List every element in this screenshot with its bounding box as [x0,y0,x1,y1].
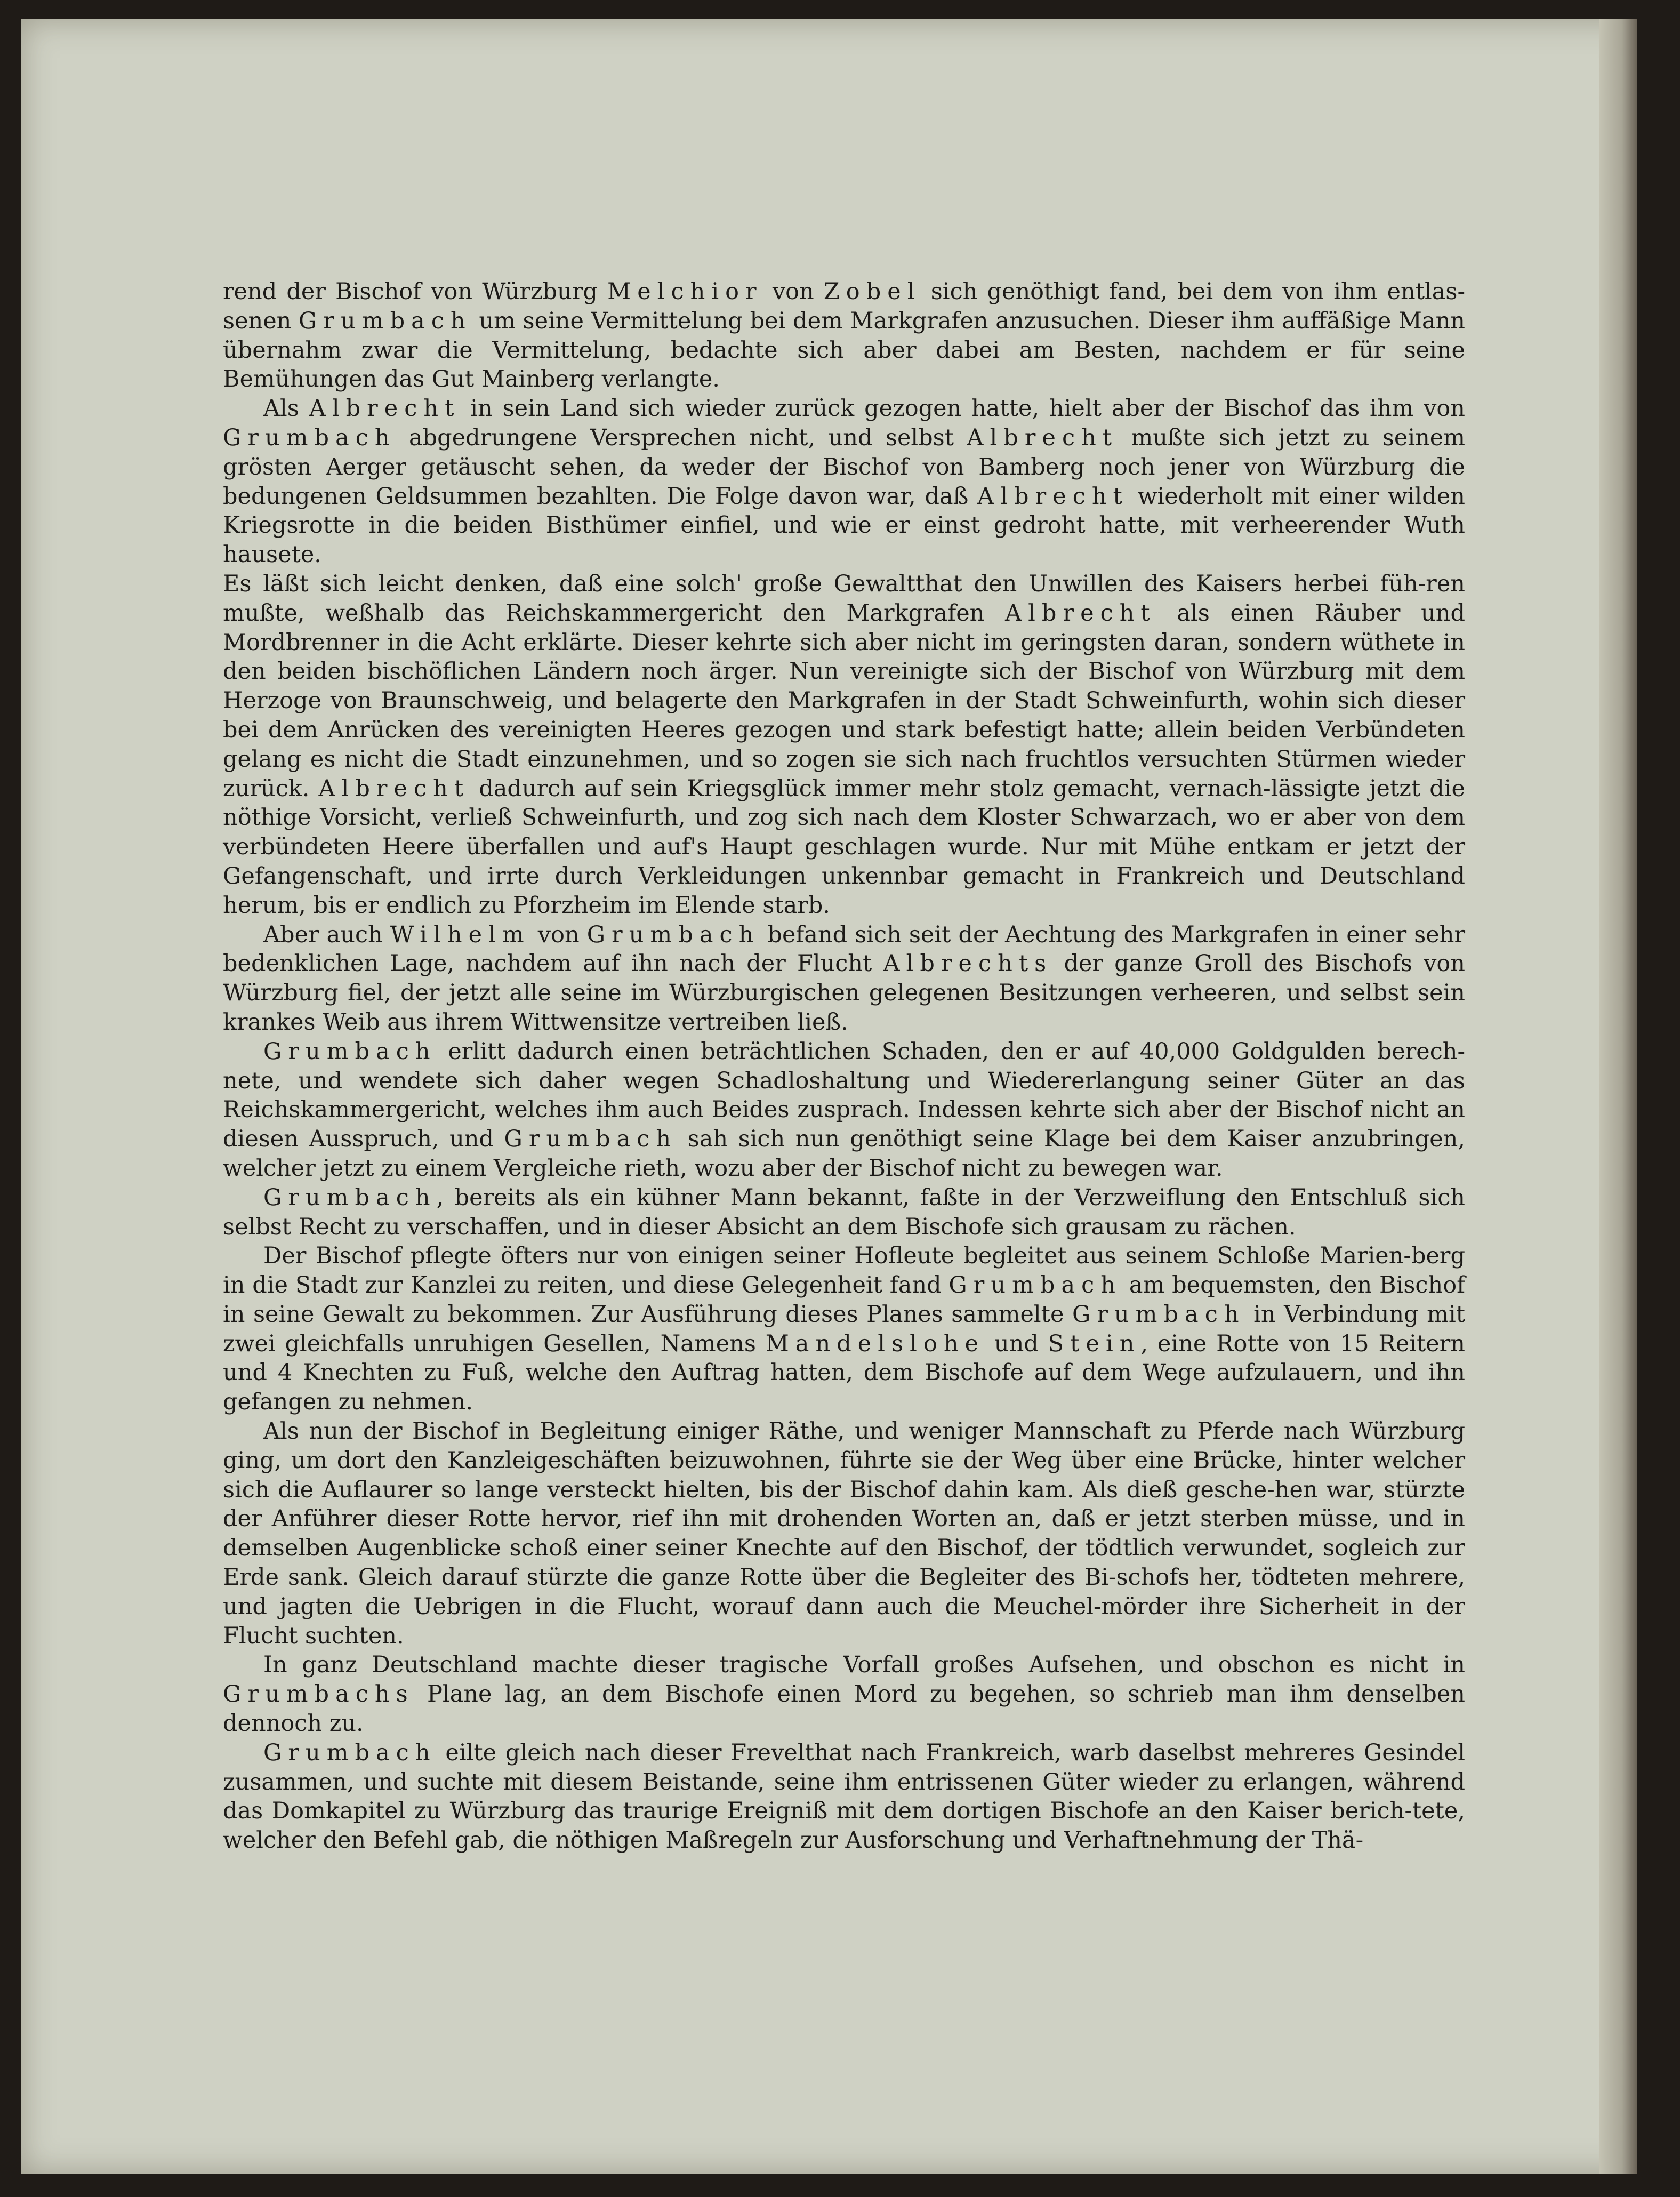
text-run: mußte sich jetzt zu seinem grösten Aerger getäuscht sehen, da weder der Bischof von Bamberg noch jener von Würzburg die bedungenen Geldsummen bezahlten. Die Folge davon war, daß [223,424,1465,510]
paragraph-p5 [223,1037,1465,1183]
spaced-name: Albrecht [318,775,470,802]
spaced-name: Melchior [607,278,763,305]
spaced-name: Albrecht [967,424,1119,451]
text-run: rend der Bischof von Würzburg [223,278,608,305]
text-run: der ganze Groll des Bischofs von Würzburg fiel, der jetzt alle seine im Würzburgischen gelegenen Besitzungen verheeren, und selbst sein krankes Weib aus ihrem Wittwensitze vertreiben ließ. [223,950,1466,1036]
spaced-name: Grumbach [299,307,472,334]
page-edge-shadow [1599,19,1637,2174]
text-run: Aber auch [263,921,390,948]
text-run: von [762,278,824,305]
paragraph-p7 [223,1241,1465,1417]
text-run: und [985,1330,1048,1357]
text-run: sich genöthigt fand, bei dem von ihm entlas-senen [223,278,1466,334]
paragraph-p8 [223,1417,1465,1650]
paragraph-p4 [223,920,1465,1037]
text-run: um seine Vermittelung bei dem Markgrafen anzusuchen. Dieser ihm auffäßige Mann übernahm zwar die Vermittelung, bedachte sich aber dabei am Besten, nachdem er für seine Bemühungen das Gut Mainberg verlangte. [223,307,1465,393]
paragraph-p6 [223,1183,1465,1242]
text-run: In ganz Deutschland machte dieser tragische Vorfall großes Aufsehen, und obschon es nicht in [263,1651,1465,1679]
spaced-name: Grumbach [263,1739,437,1766]
body-text [223,277,1465,1855]
paragraph-p10 [223,1738,1465,1855]
text-run: Als [263,395,309,422]
text-run: eilte gleich nach dieser Frevelthat nach Frankreich, warb daselbst mehreres Gesindel zusammen, und suchte mit diesem Beistande, seine ihm entrissenen Güter wieder zu erlangen, während das Domkapitel zu Würzburg das traurige Ereigniß mit dem dortigen Bischofe an den Kaiser berich-tete, welcher den Befehl gab, die nöthigen Maßregeln zur Ausforschung und Verhaftnehmung der Thä- [223,1739,1465,1854]
spaced-name: Grumbachs [223,1681,414,1708]
text-run: von [530,921,587,948]
spaced-name: Grumbach [223,424,396,451]
spaced-name: Albrecht [1005,599,1156,627]
text-run: am bequemsten, den Bischof in seine Gewalt zu bekommen. Zur Ausführung dieses Planes sammelte [223,1272,1465,1328]
paragraph-p1 [223,277,1465,394]
text-run: wiederholt mit einer wilden Kriegsrotte in die beiden Bisthümer einfiel, und wie er einst gedroht hatte, mit verheerender Wuth hausete. [223,483,1465,568]
spaced-name: Grumbach [948,1272,1122,1299]
spaced-name: Stein [1048,1330,1141,1357]
text-run: befand sich seit der Aechtung des Markgrafen in einer sehr bedenklichen Lage, nachdem auf ihn nach der Flucht [223,921,1466,977]
text-run: in sein Land sich wieder zurück gezogen hatte, hielt aber der Bischof das ihm von [460,395,1466,422]
text-run: erlitt dadurch einen beträchtlichen Schaden, den er auf 40,000 Goldgulden berech-nete, und wendete sich daher wegen Schadloshaltung und Wiedererlangung seiner Güter an das Reichskammergericht, welches ihm auch Beides zusprach. Indessen kehrte sich aber der Bischof nicht an diesen Ausspruch, und [223,1038,1465,1153]
text-run: in Verbindung mit zwei gleichfalls unruhigen Gesellen, Namens [223,1301,1465,1357]
text-run: Es läßt sich leicht denken, daß eine solch' große Gewaltthat den Unwillen des Kaisers herbei füh-ren mußte, weßhalb das Reichskammergericht den Markgrafen [223,570,1465,627]
spaced-name: Grumbach [263,1038,437,1065]
text-run: als einen Räuber und Mordbrenner in die Acht erklärte. Dieser kehrte sich aber nicht im geringsten daran, sondern wüthete in den beiden bischöflichen Ländern noch ärger. Nun vereinigte sich der Bischof von Würzburg mit dem Herzoge von Braunschweig, und belagerte den Markgrafen in der Stadt Schweinfurth, wohin sich dieser bei dem Anrücken des vereinigten Heeres gezogen und stark befestigt hatte; allein beiden Verbündeten gelang es nicht die Stadt einzunehmen, und so zogen sie sich nach fruchtlos versuchten Stürmen wieder zurück. [223,599,1465,802]
text-run: sah sich nun genöthigt seine Klage bei dem Kaiser anzubringen, welcher jetzt zu einem Vergleiche rieth, wozu aber der Bischof nicht zu bewegen war. [223,1126,1466,1182]
spaced-name: Grumbach [1072,1301,1245,1328]
paragraph-p9 [223,1650,1465,1738]
spaced-name: Zobel [823,278,921,305]
spaced-name: Grumbach [504,1126,678,1153]
spaced-name: Albrechts [883,950,1053,977]
text-run: abgedrungene Versprechen nicht, und selbst [396,424,967,451]
paragraph-p3 [223,570,1465,920]
text-run: , bereits als ein kühner Mann bekannt, faßte in der Verzweiflung den Entschluß sich selbst Recht zu verschaffen, und in dieser Absicht an dem Bischofe sich grausam zu rächen. [223,1184,1465,1240]
spaced-name: Albrecht [977,483,1129,510]
text-run: Der Bischof pflegte öfters nur von einigen seiner Hofleute begleitet aus seinem Schloße Marien-berg in die Stadt zur Kanzlei zu reiten, und diese Gelegenheit fand [223,1242,1465,1299]
text-run: dadurch auf sein Kriegsglück immer mehr stolz gemacht, vernach-lässigte jetzt die nöthige Vorsicht, verließ Schweinfurth, und zog sich nach dem Kloster Schwarzach, wo er aber von dem verbündeten Heere überfallen und auf's Haupt geschlagen wurde. Nur mit Mühe entkam er jetzt der Gefangenschaft, und irrte durch Verkleidungen unkennbar gemacht in Frankreich und Deutschland herum, bis er endlich zu Pforzheim im Elende starb. [223,775,1465,919]
spaced-name: Albrecht [309,395,461,422]
spaced-name: Wilhelm [390,921,530,948]
spaced-name: Grumbach [586,921,760,948]
text-run: Plane lag, an dem Bischofe einen Mord zu begehen, so schrieb man ihm denselben dennoch zu. [223,1681,1465,1737]
text-run: Als nun der Bischof in Begleitung einiger Räthe, und weniger Mannschaft zu Pferde nach Würzburg ging, um dort den Kanzleigeschäften beizuwohnen, führte sie der Weg über eine Brücke, hinter welcher sich die Auflaurer so lange versteckt hielten, bis der Bischof dahin kam. Als dieß gesche-hen war, stürzte der Anführer dieser Rotte hervor, rief ihn mit drohenden Worten an, daß er jetzt sterben müsse, und in demselben Augenblicke schoß einer seiner Knechte auf den Bischof, der tödtlich verwundet, sogleich zur Erde sank. Gleich darauf stürzte die ganze Rotte über die Begleiter des Bi-schofs her, tödteten mehrere, und jagten die Uebrigen in die Flucht, worauf dann auch die Meuchel-mörder ihre Sicherheit in der Flucht suchten. [223,1418,1465,1649]
text-run: , eine Rotte von 15 Reitern und 4 Knechten zu Fuß, welche den Auftrag hatten, dem Bischofe auf dem Wege aufzulauern, und ihn gefangen zu nehmen. [223,1330,1465,1416]
spaced-name: Mandelslohe [765,1330,985,1357]
spaced-name: Grumbach [263,1184,437,1211]
paragraph-p2 [223,394,1465,570]
